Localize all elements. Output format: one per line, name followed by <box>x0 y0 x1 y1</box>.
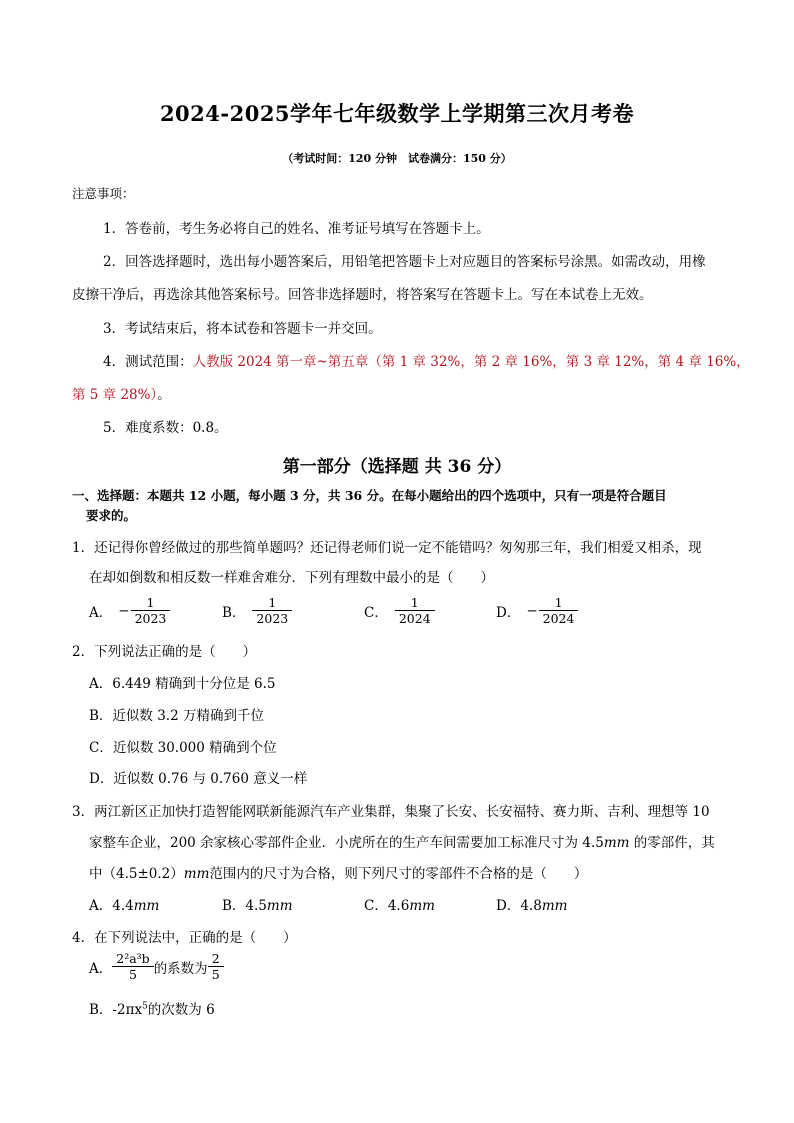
option-letter: B． <box>89 1002 113 1018</box>
q3-text: 中（4.5±0.2） <box>89 866 184 882</box>
q3-stem-line3 <box>89 862 587 882</box>
minus-sign: − <box>118 602 130 619</box>
numerator: 2²a³b <box>112 951 153 967</box>
exam-info: （考试时间：120 分钟 试卷满分：150 分） <box>282 152 512 165</box>
q1-option-c <box>364 595 435 626</box>
fraction <box>539 595 579 626</box>
q1-option-b <box>222 595 292 626</box>
q3-stem-line1: 3．两江新区正加快打造智能网联新能源汽车产业集群，集聚了长安、长安福特、赛力斯、吉利、理想等 10 <box>72 804 710 820</box>
unit-mm: mm <box>409 898 435 914</box>
fraction <box>252 595 292 626</box>
option-letter: B． <box>222 604 246 621</box>
q3-text: 的零部件，其 <box>629 835 715 851</box>
numerator: 1 <box>395 595 435 611</box>
q2-option-c: C．近似数 30.000 精确到个位 <box>89 740 277 756</box>
option-letter: A． <box>89 960 113 977</box>
section-title: 第一部分（选择题 共 36 分） <box>282 457 512 477</box>
note-2-line2: 皮擦干净后，再选涂其他答案标号。回答非选择题时，将答案写在答题卡上。写在本试卷上无效。 <box>72 287 653 303</box>
note-4-line2 <box>72 383 171 403</box>
q4-option-b <box>89 998 215 1018</box>
note-1: 1．答卷前，考生务必将自己的姓名、准考证号填写在答题卡上。 <box>103 221 490 237</box>
section-intro-line2: 要求的。 <box>86 508 137 523</box>
q3-text: 范围内的尺寸为合格，则下列尺寸的零部件不合格的是（ ） <box>209 866 588 882</box>
denominator: 2024 <box>398 611 431 626</box>
q4-text: 的次数为 6 <box>147 1002 215 1018</box>
note-5: 5．难度系数：0.8。 <box>103 420 228 436</box>
q3-option-c <box>364 894 435 914</box>
note-4-line1 <box>103 350 750 370</box>
denominator: 5 <box>211 967 220 982</box>
denominator: 2024 <box>542 611 575 626</box>
note-4-period: 。 <box>157 387 171 403</box>
unit-mm: mm <box>603 835 630 851</box>
note-4-label: 4．测试范围： <box>103 354 193 370</box>
q1-stem-line2: 在却如倒数和相反数一样难舍难分．下列有理数中最小的是（ ） <box>89 570 494 586</box>
note-3: 3．考试结束后，将本试卷和答题卡一并交回。 <box>103 321 382 337</box>
unit-mm: mm <box>183 866 210 882</box>
q3-option-a <box>89 894 159 914</box>
option-letter: C． <box>364 898 388 914</box>
option-letter: C． <box>364 604 388 621</box>
option-letter: A． <box>89 898 113 914</box>
note-4-scope: 人教版 2024 第一章~第五章（第 1 章 32%，第 2 章 16%，第 3 章 12%，第 4 章 16%， <box>192 354 750 370</box>
denominator: 2023 <box>134 611 167 626</box>
option-letter: A． <box>89 604 113 621</box>
option-value: 4.6 <box>387 898 410 914</box>
numerator: 1 <box>539 595 579 611</box>
q3-option-b <box>222 894 293 914</box>
option-letter: D． <box>496 604 521 621</box>
notes-heading: 注意事项： <box>72 186 135 201</box>
fraction <box>395 595 435 626</box>
fraction <box>131 595 171 626</box>
q1-option-d <box>496 595 578 626</box>
q2-option-a: A．6.449 精确到十分位是 6.5 <box>89 676 276 692</box>
note-4-scope-end: 第 5 章 28%） <box>72 387 158 403</box>
option-letter: D． <box>496 898 521 914</box>
option-value: 4.8 <box>520 898 542 914</box>
fraction <box>208 951 224 982</box>
q4-stem: 4．在下列说法中，正确的是（ ） <box>72 930 297 946</box>
expression: -2πx <box>112 1002 143 1018</box>
unit-mm: mm <box>541 898 568 914</box>
q2-option-b: B．近似数 3.2 万精确到千位 <box>89 708 264 724</box>
fraction <box>112 951 153 982</box>
q1-stem-line1: 1．还记得你曾经做过的那些简单题吗？还记得老师们说一定不能错吗？匆匆那三年，我们相爱又相杀，现 <box>72 540 702 556</box>
q3-option-d <box>496 894 567 914</box>
q4-option-a <box>89 951 224 982</box>
note-2-line1: 2．回答选择题时，选出每小题答案后，用铅笔把答题卡上对应题目的答案标号涂黑。如需改动，用橡 <box>103 254 706 270</box>
numerator: 2 <box>208 951 224 967</box>
q2-option-d: D．近似数 0.76 与 0.760 意义一样 <box>89 771 308 787</box>
option-letter: B． <box>222 898 246 914</box>
q4-text: 的系数为 <box>153 960 208 977</box>
minus-sign: − <box>526 602 538 619</box>
q1-option-a <box>89 595 170 626</box>
q2-stem: 2．下列说法正确的是（ ） <box>72 644 257 660</box>
denominator: 5 <box>128 967 137 982</box>
q3-stem-line2 <box>89 831 715 851</box>
exponent: 5 <box>142 1001 148 1012</box>
numerator: 1 <box>131 595 171 611</box>
option-value: 4.5 <box>245 898 267 914</box>
numerator: 1 <box>252 595 292 611</box>
unit-mm: mm <box>266 898 293 914</box>
denominator: 2023 <box>256 611 289 626</box>
q3-text: 家整车企业，200 余家核心零部件企业．小虎所在的生产车间需要加工标准尺寸为 4.5 <box>89 835 604 851</box>
option-value: 4.4 <box>112 898 134 914</box>
unit-mm: mm <box>133 898 160 914</box>
page-title: 2024-2025学年七年级数学上学期第三次月考卷 <box>159 101 635 126</box>
section-intro-line1: 一、选择题：本题共 12 小题，每小题 3 分，共 36 分。在每小题给出的四个选项中，只有一项是符合题目 <box>72 488 667 503</box>
